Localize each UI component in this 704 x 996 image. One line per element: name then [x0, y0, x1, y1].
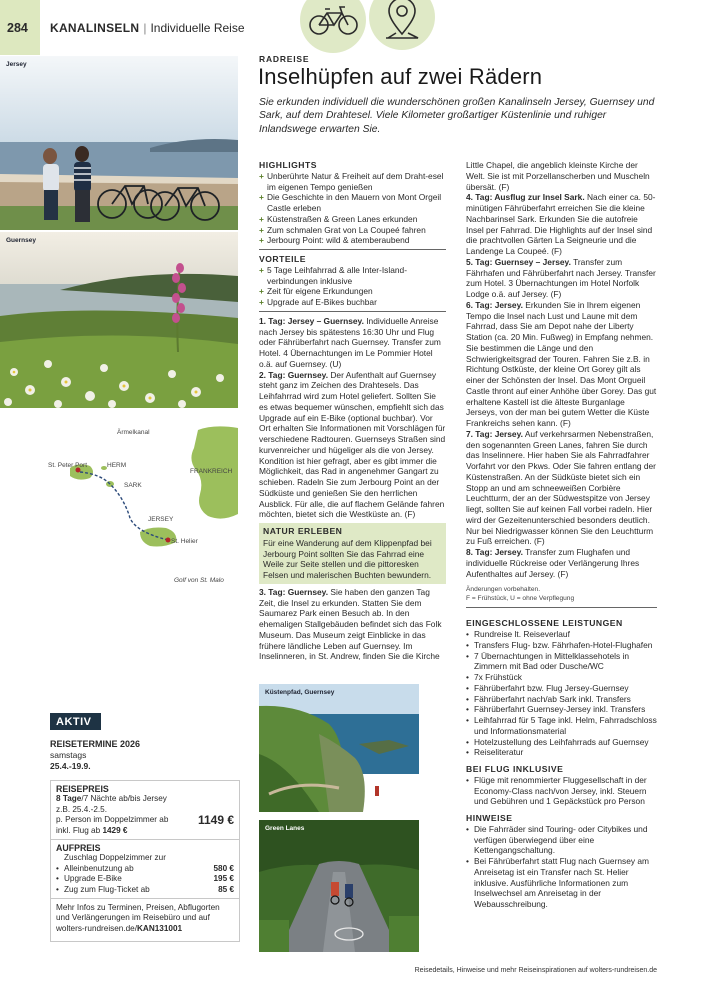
list-item: + Unberührte Natur & Freiheit auf dem Draht-esel im eigenen Tempo genießen: [259, 171, 446, 193]
map-label-golf: Golf von St. Malo: [174, 577, 224, 584]
photo-label-kuestenpfad: Küstenpfad, Guernsey: [265, 689, 335, 696]
map-label-aermelkanal: Ärmelkanal: [117, 429, 150, 436]
info-note: Mehr Infos zu Terminen, Preisen, Abflugorten und Verlängerungen im Reisebüro und auf wolters-rundreisen.de/KAN131001: [51, 898, 239, 938]
photo-green-lanes: [259, 820, 419, 952]
dates-heading: REISETERMINE 2026: [50, 739, 141, 749]
tour-category: RADREISE: [259, 54, 310, 64]
section-title: KANALINSELN: [50, 21, 140, 35]
day-3: 3. Tag: Guernsey. Sie haben den ganzen Tag Zeit, die Insel zu erkunden. Statten Sie dem Saumarez Park einen Besuch ab. In den ehemaligen Stallgebäuden befindet sich das Folk Museum. Das Museum zeigt Einblicke in das frühere ländliche Leben auf Guernsey. Im Inselinneren, in St. Andrew, finden Sie die Kirche: [259, 586, 442, 662]
flug-heading: BEI FLUG INKLUSIVE: [466, 764, 564, 774]
list-item: + Die Geschichte in den Mauern von Mont Orgeil Castle erleben: [259, 192, 446, 214]
day-6: 6. Tag: Jersey. Erkunden Sie in Ihrem eigenen Tempo die Insel nach Lust und Laune mit dem Fahrrad, dass Sie am Depot nahe der Liberty Station (ca. 20 Min. Fußweg) in Empfang nehmen. Sie bestimmen die Länge und den Schwierigkeitsgrad der Touren. Fahren Sie z.B. in Richtung Ostküste, der kleine Ort Gorey gilt als einer der Schönsten der Insel. Das Mont Orgueil Castle thront auf einer Anhöhe über Gorey. Das gut erhaltene Kastell ist die älteste Burganlage Jerseys, von der man bei gutem Wetter die Küste Frankreichs sehen kann. (F): [466, 299, 657, 428]
footnote-legend: F = Frühstück, U = ohne Verpflegung: [466, 595, 575, 603]
list-item: + Upgrade auf E-Bikes buchbar: [259, 297, 446, 308]
price-period: z.B. 25.4.-2.5.: [56, 804, 107, 814]
day-4: 4. Tag: Ausflug zur Insel Sark. Nach einer ca. 50-minütigen Fährüberfahrt erreichen Sie die kleine Nachbarinsel Sark. Erkunden Sie die autofreie Insel per Fahrrad. Die Highlights auf der Insel sind die prachtvollen Gärten La Seigneurie und die Landenge La Coupeé. (F): [466, 192, 656, 256]
price-box: [50, 780, 240, 942]
list-item: • 7x Frühstück: [466, 672, 657, 683]
flight-price: 1429 €: [102, 825, 128, 835]
day-5: 5. Tag: Guernsey – Jersey. Transfer zum Fährhafen und Fährüberfahrt nach Jersey. Transfer zum Hotel. 3 Übernachtungen im Hotel Norfolk Lodge o.ä. auf Jersey. (F): [466, 256, 656, 299]
nature-text: Für eine Wanderung auf dem Klippenpfad bei Jerbourg Point sollten Sie das Fahrrad eine Weile zur Seite stellen und die pittoresken Felsen und malerischen Buchten bewundern.: [263, 537, 432, 580]
list-item: + Zeit für eigene Erkundungen: [259, 286, 446, 297]
day-1: 1. Tag: Jersey – Guernsey. Individuelle Anreise nach Jersey bis spätestens 16:30 Uhr und Flug oder Fährüberfahrt nach Guernsey. Transfer zum Hotel. 4 Übernachtungen im Le Pommier Hotel o.ä. auf Guernsey. (U): [259, 315, 441, 369]
footnote-changes: Änderungen vorbehalten.: [466, 586, 541, 594]
nature-box: [259, 523, 446, 584]
lead-text: Sie erkunden individuell die wunderschönen großen Kanalinseln Jersey, Guernsey und Sark, auf dem Drahtesel. Viele Kilometer großartiger Küstenlinie und ruhiger Inlandswege erwarten Sie.: [259, 97, 655, 135]
flug-list: [466, 775, 657, 807]
day-3-continued: Little Chapel, die angeblich kleinste Kirche der Welt. Sie ist mit Porzellanscherben und Muscheln übersät. (F): [466, 160, 650, 192]
price-heading: REISEPREIS: [56, 784, 109, 794]
surcharge-item: • Zug zum Flug-Ticket ab 85 €: [56, 885, 234, 895]
tour-code: KAN131001: [137, 923, 183, 933]
photo-jersey: [0, 56, 238, 230]
surcharge-section: [51, 839, 239, 898]
list-item: + Küstenstraßen & Green Lanes erkunden: [259, 214, 446, 225]
text-column-2: [466, 160, 657, 910]
day-8: 8. Tag: Jersey. Transfer zum Flughafen und individuelle Rückreise oder Verlängerung Ihres Aufenthaltes auf Jersey. (F): [466, 547, 640, 579]
flight-basis: inkl. Flug ab: [56, 825, 101, 835]
photo-label-green-lanes: Green Lanes: [265, 825, 305, 832]
photo-label-guernsey: Guernsey: [6, 237, 36, 244]
map-label-frankreich: FRANKREICH: [190, 468, 233, 475]
map-label-st-peter-port: St. Peter Port: [48, 462, 88, 469]
list-item: • Flüge mit renommierter Fluggesellschaft in der Economy-Class nach/von Jersey, inkl. Steuern und Gebühren und 1 Gepäckstück pro Person: [466, 775, 657, 807]
surcharge-item: • Upgrade E-Bike 195 €: [56, 874, 234, 884]
map-label-sark: SARK: [124, 482, 142, 489]
list-item: • Rundreise lt. Reiseverlauf: [466, 629, 657, 640]
running-head: KANALINSELN | Individuelle Reise: [50, 21, 245, 35]
section-subtitle: Individuelle Reise: [150, 21, 245, 35]
list-item: • Reiseliteratur: [466, 747, 657, 758]
route-map: [0, 424, 238, 590]
list-item: + Zum schmalen Grat von La Coupeé fahren: [259, 225, 446, 236]
page-footer: Reisedetails, Hinweise und mehr Reiseinspirationen auf wolters-rundreisen.de: [414, 967, 657, 974]
nature-heading: NATUR ERLEBEN: [263, 526, 343, 536]
surcharge-item: • Zuschlag Doppelzimmer zur Alleinbenutzung ab 580 €: [56, 853, 234, 874]
list-item: + 5 Tage Leihfahrrad & alle Inter-Island-verbindungen inklusive: [259, 265, 446, 287]
pictogram-group: [296, 0, 444, 66]
dates-weekday: samstags: [50, 750, 87, 760]
page-number: 284: [0, 0, 40, 55]
leistungen-heading: EINGESCHLOSSENE LEISTUNGEN: [466, 618, 623, 629]
duration-days: 8 Tage: [56, 794, 82, 804]
map-label-jersey: JERSEY: [148, 516, 174, 523]
list-item: • Leihfahrrad für 5 Tage inkl. Helm, Fahrradschloss und Informationsmaterial: [466, 715, 657, 737]
list-item: • Fährüberfahrt Guernsey-Jersey inkl. Transfers: [466, 704, 657, 715]
leistungen-list: [466, 629, 657, 758]
day-7: 7. Tag: Jersey. Auf verkehrsarmen Nebenstraßen, den sogenannten Green Lanes, fahren Sie durch das Inselinnere. Hier haben Sie als Fahrradfahrer Vorfahrt vor den Pkws. Oder Sie fahren entlang der Küstenstraßen. An der Südküste bietet sich ein Stopp an und am schneeweißen Corbière Leuchtturm, der an der Südwestspitze von Jersey liegt, sollten Sie auf keinen Fall vorbei radeln. Hier wird der Gezeitenunterschied besonders deutlich. Nur bei Niedrigwasser können Sie den Leuchtturm zu Fuß erreichen. (F): [466, 428, 656, 547]
list-item: • Fährüberfahrt bzw. Flug Jersey-Guernsey: [466, 683, 657, 694]
info-url[interactable]: wolters-rundreisen.de/: [56, 923, 138, 933]
aktiv-badge: AKTIV: [50, 713, 101, 730]
dates-range: 25.4.-19.9.: [50, 761, 91, 771]
page-title: Inselhüpfen auf zwei Rädern: [258, 64, 543, 89]
photo-guernsey: [0, 232, 238, 408]
surcharge-heading: AUFPREIS: [56, 843, 101, 854]
map-label-st-helier: St. Helier: [171, 538, 198, 545]
list-item: • Die Fahrräder sind Touring- oder Citybikes und verfügen überwiegend über eine Kettengangschaltung.: [466, 824, 657, 856]
st-helier-marker: [166, 538, 171, 543]
vorteile-list: [259, 265, 446, 308]
duration-nights: /7 Nächte ab/bis Jersey: [81, 794, 167, 804]
photo-label-jersey: Jersey: [6, 61, 27, 68]
list-item: + Jerbourg Point: wild & atemberaubend: [259, 235, 446, 246]
hinweise-list: [466, 824, 657, 910]
hinweise-heading: HINWEISE: [466, 813, 513, 823]
main-price: 1149 €: [197, 813, 234, 828]
travel-dates: [50, 739, 240, 772]
list-item: • Bei Fährüberfahrt statt Flug nach Guernsey am Anreisetag ist ein Transfer nach St. Helier inklusive. Ausführliche Informationen zum Inselwechsel am Anreisetag in der Webausschreibung.: [466, 856, 657, 910]
price-section: [51, 781, 239, 839]
vorteile-heading: VORTEILE: [259, 254, 306, 264]
text-column-1: [259, 160, 446, 662]
day-2: 2. Tag: Guernsey. Der Aufenthalt auf Guernsey steht ganz im Zeichen des Drahtesels. Das Leihfahrrad wird zum Hotel geliefert. Sollten Sie es etwas bequemer wünschen, empfiehlt sich das Upgrade auf ein E-Bike (optional buchbar). Vor Ort erhalten Sie Informationen mit Vorschlägen für verschiedene Radtouren. Guernseys Straßen sind kurvenreicher und hügeliger als die von Jersey. Kondition ist hier gefragt, aber es gibt immer die Möglichkeit, das Rad in angenehmer Gangart zu schieben. Radeln Sie zum Jerbourg Point an der Südküste und genießen Sie den herrlichen Ausblick. Für alle, die auf flachem Gelände fahren möchten, bietet sich die Westküste an. (F): [259, 369, 446, 520]
list-item: • Transfers Flug- bzw. Fährhafen-Hotel-Flughafen: [466, 640, 657, 651]
list-item: • Fährüberfahrt nach/ab Sark inkl. Transfers: [466, 694, 657, 705]
list-item: • Hotelzustellung des Leihfahrrads auf Guernsey: [466, 737, 657, 748]
map-label-herm: HERM: [107, 462, 127, 469]
price-basis: p. Person im Doppelzimmer ab: [56, 815, 169, 825]
list-item: • 7 Übernachtungen in Mittelklassehotels in Zimmern mit Bad oder Dusche/WC: [466, 651, 657, 673]
highlights-heading: HIGHLIGHTS: [259, 160, 317, 170]
highlights-list: [259, 171, 446, 246]
page-header: [0, 0, 250, 55]
photo-kuestenpfad: [259, 684, 419, 812]
